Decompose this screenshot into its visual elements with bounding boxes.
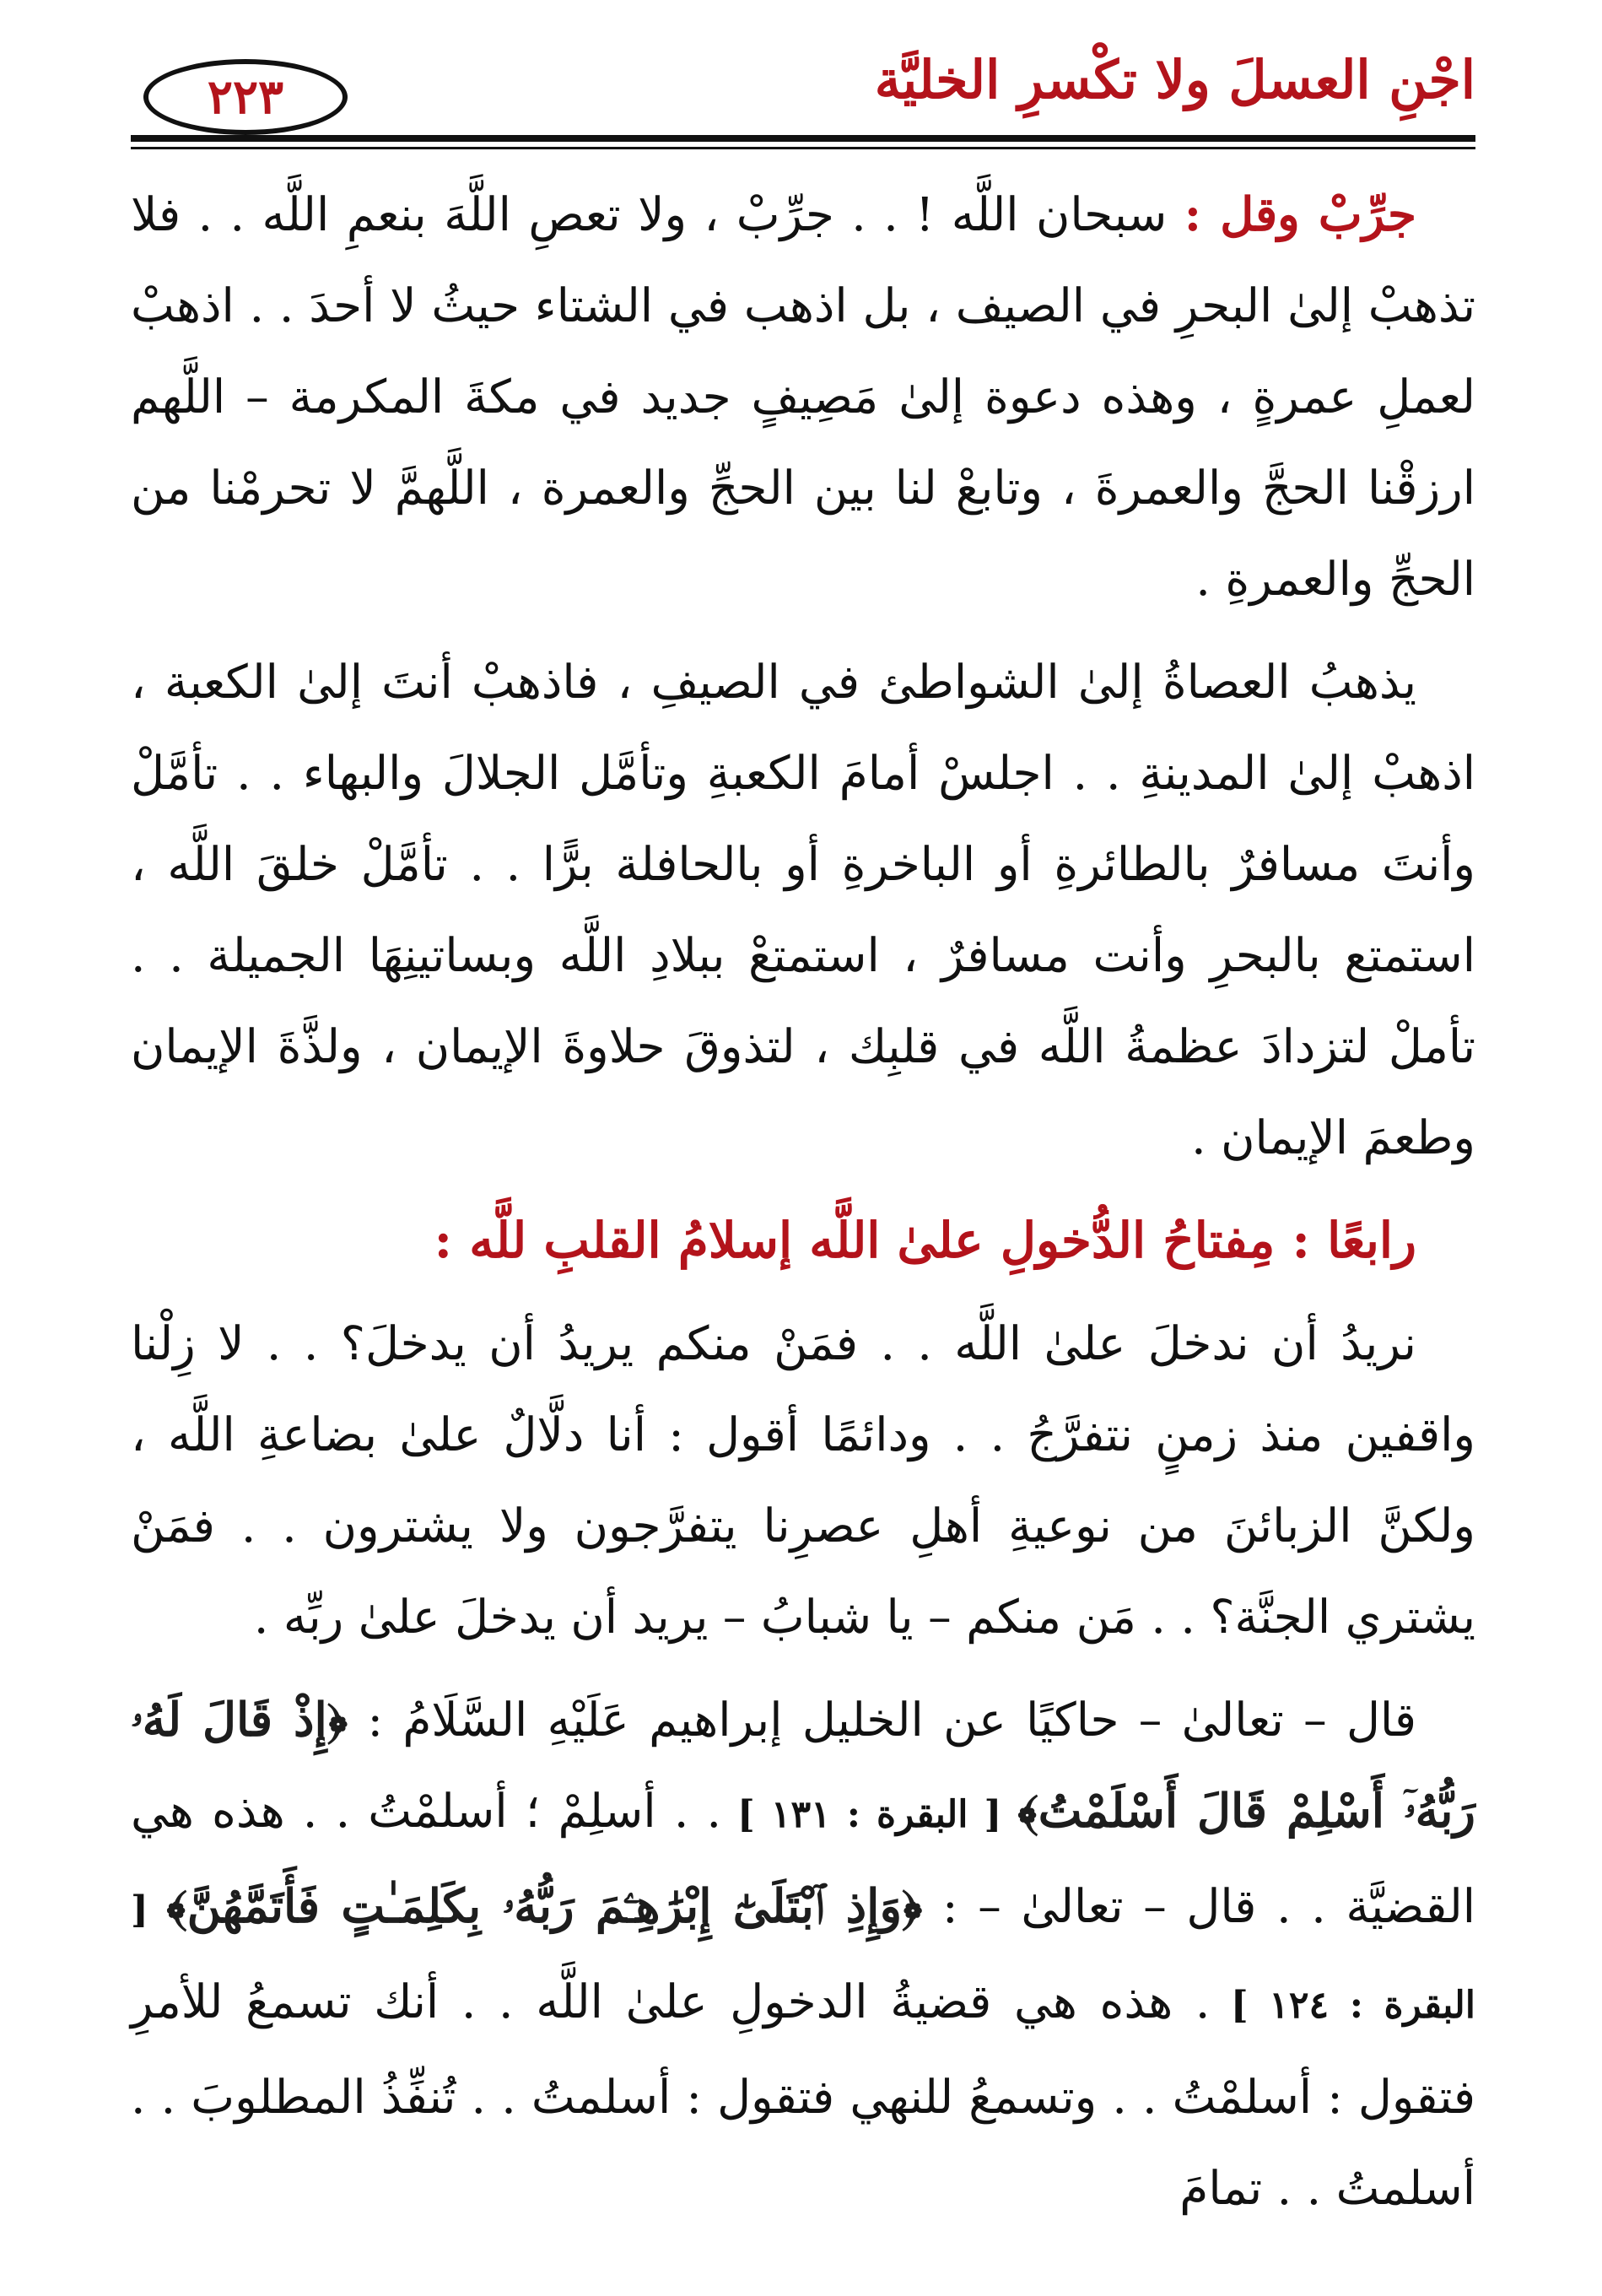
page-body xyxy=(131,169,1475,2245)
page-header xyxy=(135,34,1475,143)
paragraph-4-text-3: . هذه هي قضيةُ الدخولِ علىٰ اللَّه . . أنك تسمعُ للأمرِ فتقول : أسلمْتُ . . وتسمعُ للنهي فتقول : أسلمتُ . . تُنفِّذُ المطلوبَ . . أسلمتُ . . تمامَ xyxy=(131,1975,1475,2215)
verse-reference-1: [ البقرة : ١٣١ ] xyxy=(720,1793,1018,1836)
header-rule-thin xyxy=(131,147,1475,149)
paragraph-4 xyxy=(131,1674,1475,2234)
header-rule-thick xyxy=(131,135,1475,142)
paragraph-3: نريدُ أن ندخلَ علىٰ اللَّه . . فمَنْ منكم يريدُ أن يدخلَ؟ . . لا زِلْنا واقفين منذ زمنٍ نتفرَّجُ . . ودائمًا أقول : أنا دلَّالٌ علىٰ بضاعةِ اللَّه ، ولكنَّ الزبائنَ من نوعيةِ أهلِ عصرِنا يتفرَّجون ولا يشترون . . فمَنْ يشتري الجنَّة؟ . . مَن منكم – يا شبابُ – يريد أن يدخلَ علىٰ ربِّه . xyxy=(131,1316,1475,1644)
quran-verse-2: ﴿وَإِذِ ٱبْتَلَىٰٓ إِبْرَٰهِـۧمَ رَبُّهُۥ بِكَلِمَـٰتٍ فَأَتَمَّهُنَّ﴾ xyxy=(166,1878,923,1933)
paragraph-4-text-1: قال – تعالىٰ – حاكيًا عن الخليل إبراهيم عَلَيْهِ السَّلَامُ : xyxy=(348,1693,1416,1747)
paragraph-1 xyxy=(131,169,1475,624)
paragraph-2: يذهبُ العصاةُ إلىٰ الشواطئ في الصيفِ ، فاذهبْ أنتَ إلىٰ الكعبة ، اذهبْ إلىٰ المدينةِ . . اجلسْ أمامَ الكعبةِ وتأمَّل الجلالَ والبهاء . . تأمَّلْ وأنتَ مسافرٌ بالطائرةِ أو الباخرةِ أو بالحافلة برًّا . . تأمَّلْ خلقَ اللَّه ، استمتع بالبحرِ وأنت مسافرٌ ، استمتعْ ببلادِ اللَّه وبساتينِهَا الجميلة . . تأملْ لتزدادَ عظمةُ اللَّه في قلبِك ، لتذوقَ حلاوةَ الإيمان ، ولذَّةَ الإيمان وطعمَ الإيمان . xyxy=(131,655,1475,1164)
paragraph-4-text-2: . . أسلِمْ ؛ أسلمْتُ . . هذه هي القضيَّة . . قال – تعالىٰ – : xyxy=(131,1784,1475,1933)
section-heading: رابعًا : مِفتاحُ الدُّخولِ علىٰ اللَّه إسلامُ القلبِ للَّه : xyxy=(434,1212,1416,1269)
verse-reference-2: [ البقرة : ١٢٤ ] xyxy=(131,1888,1475,2027)
page-number-oval: ٢٢٣ xyxy=(143,59,348,135)
running-title: اجْنِ العسلَ ولا تكْسرِ الخليَّة xyxy=(874,49,1475,111)
quran-verse-1: ﴿إِذْ قَالَ لَهُۥ رَبُّهُۥٓ أَسْلِمْ قَالَ أَسْلَمْتُ﴾ xyxy=(131,1692,1475,1838)
paragraph-1-text: سبحان اللَّه ! . . جرِّبْ ، ولا تعصِ اللَّهَ بنعمِ اللَّه . . فلا تذهبْ إلىٰ البحرِ في الصيف ، بل اذهب في الشتاء حيثُ لا أحدَ . . اذهبْ لعملِ عمرةٍ ، وهذه دعوة إلىٰ مَصِيفٍ جديد في مكةَ المكرمة – اللَّهم ارزقْنا الحجَّ والعمرةَ ، وتابعْ لنا بين الحجِّ والعمرة ، اللَّهمَّ لا تحرمْنا من الحجِّ والعمرةِ . xyxy=(131,187,1475,606)
paragraph-1-lead: جرِّبْ وقل : xyxy=(1184,186,1416,241)
